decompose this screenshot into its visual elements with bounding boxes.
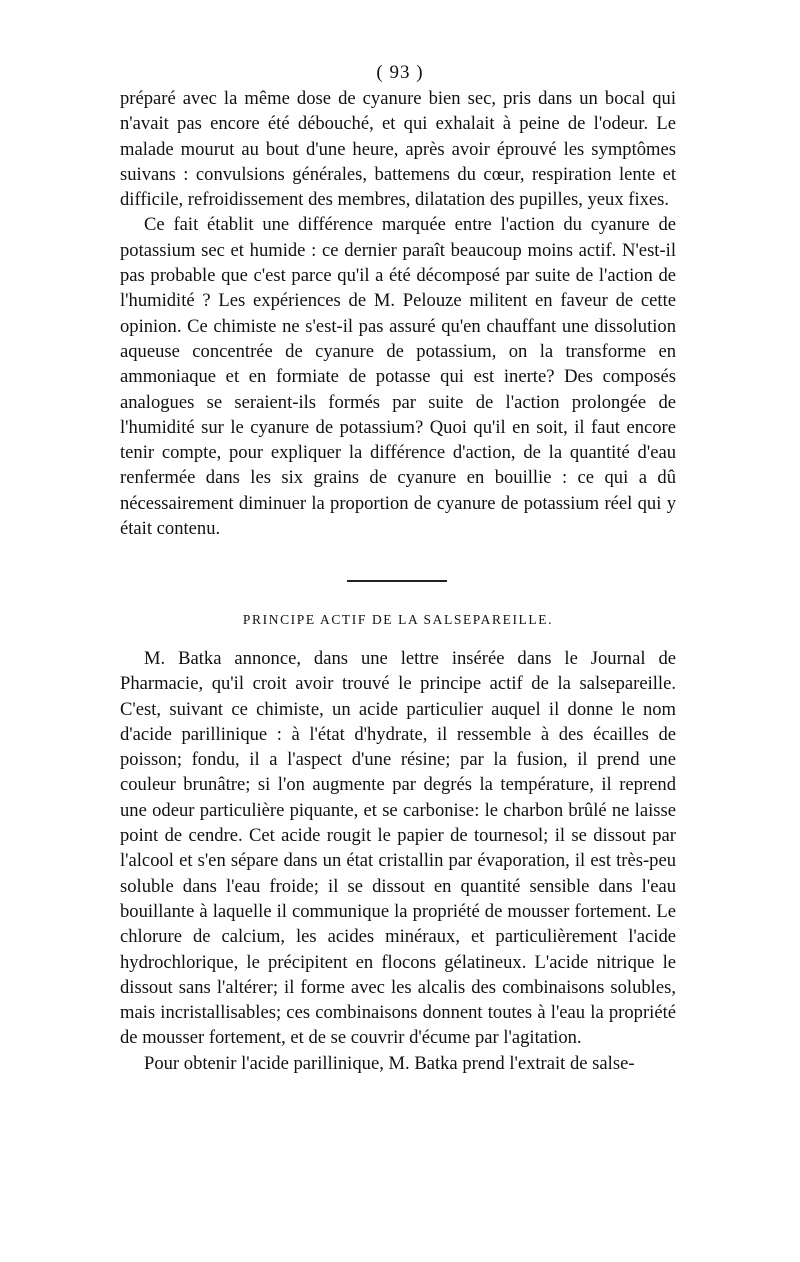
section-heading: PRINCIPE ACTIF DE LA SALSEPAREILLE. <box>242 612 554 627</box>
top-section-body <box>120 86 676 541</box>
paragraph-poisoning-case: préparé avec la même dose de cyanure bien sec, pris dans un bocal qui n'avait pas encore été débouché, et qui exhalait à peine de l'odeur. Le malade mourut au bout d'une heure, après avoir éprouvé les symptômes suivans : convulsions générales, battemens du cœur, respiration lente et difficile, refroidissement des membres, dilatation des pupilles, yeux fixes. <box>120 88 676 211</box>
section-body <box>120 646 676 1076</box>
page-number: ( 93 ) <box>376 62 424 83</box>
paragraph-cyanide-discussion: Ce fait établit une différence marquée entre l'action du cyanure de potassium sec et humide : ce dernier paraît beaucoup moins actif. N'est-il pas probable que c'est parce qu'il a été décomposé par suite de l'action de l'humidité ? Les expériences de M. Pelouze militent en faveur de cette opinion. Ce chimiste ne s'est-il pas assuré qu'en chauffant une dissolution aqueuse concentrée de cyanure de potassium, on la transforme en ammoniaque et en formiate de potasse qui est inerte? Des composés analogues se seraient-ils formés par suite de l'action prolongée de l'humidité sur le cyanure de potassium? Quoi qu'il en soit, il faut encore tenir compte, pour expliquer la différence d'action, de la quantité d'eau renfermée dans les six grains de cyanure en bouillie : ce qui a dû nécessairement diminuer la proportion de cyanure de potassium réel qui y était contenu. <box>120 214 676 540</box>
paragraph-batka-announcement: M. Batka annonce, dans une lettre insérée dans le Journal de Pharmacie, qu'il croit avoir trouvé le principe actif de la salsepareille. C'est, suivant ce chimiste, un acide particulier auquel il donne le nom d'acide parillinique : à l'état d'hydrate, il ressemble à des écailles de poisson; fondu, il a l'aspect d'une résine; par la fusion, il prend une couleur brunâtre; si l'on augmente par degrés la température, il reprend une odeur particulière piquante, et se carbonise: le charbon brûlé ne laisse point de cendre. Cet acide rougit le papier de tournesol; il se dissout par l'alcool et s'en sépare dans un état cristallin par évaporation, il est très-peu soluble dans l'eau froide; il se dissout en quantité sensible dans l'eau bouillante à laquelle il communique la propriété de mousser fortement. Le chlorure de calcium, les acides minéraux, et particulièrement l'acide hydrochlorique, le précipitent en flocons gélatineux. L'acide nitrique le dissout sans l'altérer; il forme avec les alcalis des combinaisons solubles, mais incristallisables; ces combinaisons donnent toutes à l'eau la propriété de mousser fortement, et de se couvrir d'écume par l'agitation. <box>120 648 676 1049</box>
paragraph-preparation-method: Pour obtenir l'acide parillinique, M. Batka prend l'extrait de salse- <box>144 1052 635 1074</box>
section-separator-rule <box>347 580 447 582</box>
